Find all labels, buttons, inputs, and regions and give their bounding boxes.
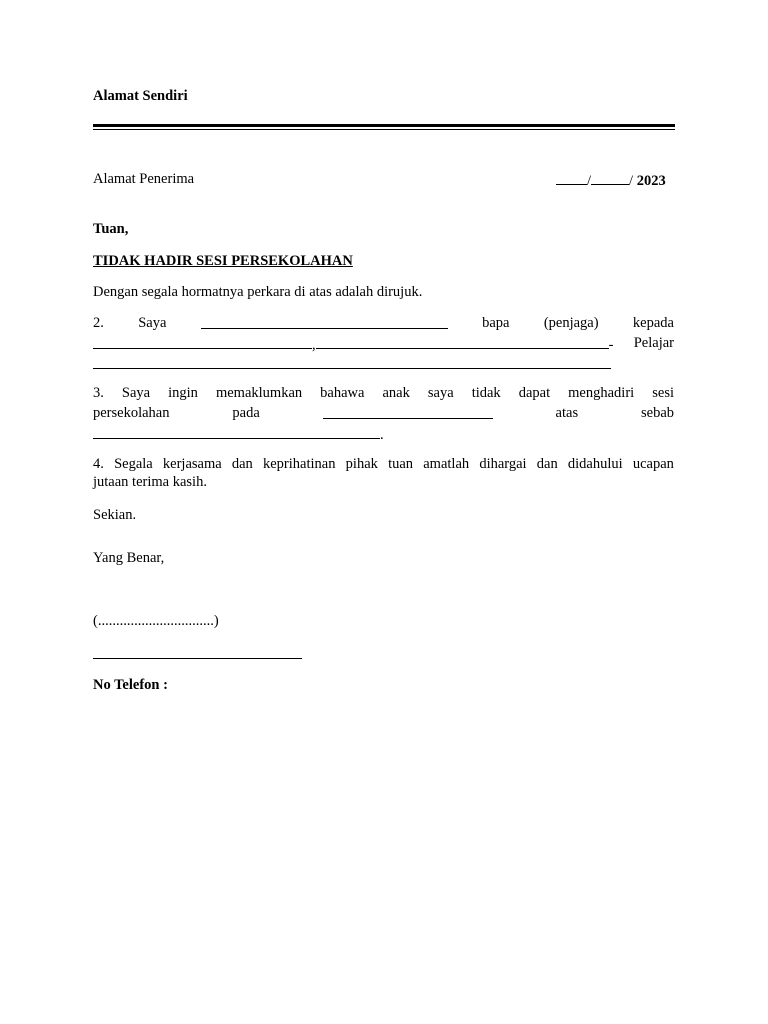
- p4-word: keprihatinan: [263, 456, 336, 472]
- p2-word-bapa: bapa: [482, 315, 510, 331]
- letter-subject: TIDAK HADIR SESI PERSEKOLAHAN: [93, 253, 353, 269]
- student-class-blank: [316, 334, 609, 349]
- absence-date-blank: [323, 404, 493, 419]
- p2-word-penjaga: (penjaga): [543, 315, 599, 331]
- salutation: Tuan,: [93, 221, 129, 237]
- school-name-blank: [93, 354, 611, 369]
- paragraph-2-line-2: [93, 334, 674, 352]
- letter-date: / / 2023: [556, 170, 666, 190]
- p2-word-kepada: kepada: [632, 315, 674, 331]
- p3-word: tidak: [471, 385, 501, 401]
- header-rule-thin: [93, 129, 675, 130]
- sender-address: Alamat Sendiri: [93, 88, 188, 104]
- paragraph-3-line-1: [93, 384, 674, 402]
- p3-word: ingin: [168, 385, 198, 401]
- p3-word: sesi: [652, 385, 674, 401]
- yours-faithfully: Yang Benar,: [93, 550, 165, 566]
- absence-reason-blank: [93, 424, 380, 439]
- p4-word: pihak: [345, 456, 378, 472]
- p3-word: memaklumkan: [215, 385, 303, 401]
- p3-word: anak: [382, 385, 410, 401]
- recipient-address: Alamat Penerima: [93, 171, 195, 187]
- p4-word: Segala: [114, 456, 153, 472]
- p3-word: pada: [232, 405, 260, 421]
- signature-line: [93, 658, 302, 659]
- p3-word: Saya: [121, 385, 151, 401]
- p4-word: kerjasama: [162, 456, 222, 472]
- p3-word: persekolahan: [93, 405, 170, 421]
- paragraph-2-line-3: [93, 354, 674, 372]
- p4-word: dan: [536, 456, 558, 472]
- phone-label: No Telefon :: [93, 677, 168, 693]
- header-rule-thick: [93, 124, 675, 127]
- p3-word: saya: [427, 385, 454, 401]
- paragraph-2-line-1: [93, 314, 674, 332]
- p3-word: atas: [555, 405, 579, 421]
- p4-word: ucapan: [632, 456, 674, 472]
- paragraph-4-line-1: [93, 455, 674, 473]
- student-name-blank: [93, 334, 312, 349]
- signature-placeholder: (................................): [93, 613, 219, 629]
- intro-paragraph: Dengan segala hormatnya perkara di atas adalah dirujuk.: [93, 284, 423, 300]
- p3-word: dapat: [518, 385, 551, 401]
- p3-number: 3.: [93, 385, 104, 401]
- p2-number: 2.: [93, 315, 104, 331]
- p2-line2-blanks: [93, 334, 613, 352]
- p4-number: 4.: [93, 456, 104, 472]
- p4-word: dihargai: [479, 456, 527, 472]
- p2-dash: -: [608, 337, 614, 353]
- p4-word: amatlah: [423, 456, 470, 472]
- p4-word: didahului: [567, 456, 623, 472]
- p2-word-saya: Saya: [138, 315, 167, 331]
- p4-word: dan: [231, 456, 253, 472]
- date-year: 2023: [636, 173, 666, 189]
- paragraph-3-line-3: [93, 424, 674, 442]
- date-month-blank: [591, 170, 629, 185]
- date-day-blank: [556, 170, 587, 185]
- p4-word: tuan: [388, 456, 414, 472]
- paragraph-3-line-2: [93, 404, 674, 422]
- p3-end: .: [380, 427, 384, 443]
- p2-comma: ,: [312, 337, 316, 353]
- parent-name-blank: [201, 314, 448, 329]
- p2-word-pelajar: Pelajar: [633, 335, 674, 351]
- p3-word: menghadiri: [568, 385, 635, 401]
- paragraph-4-line-2: jutaan terima kasih.: [93, 474, 207, 490]
- closing-text: Sekian.: [93, 507, 137, 523]
- p3-word: sebab: [640, 405, 674, 421]
- p3-word: bahawa: [320, 385, 365, 401]
